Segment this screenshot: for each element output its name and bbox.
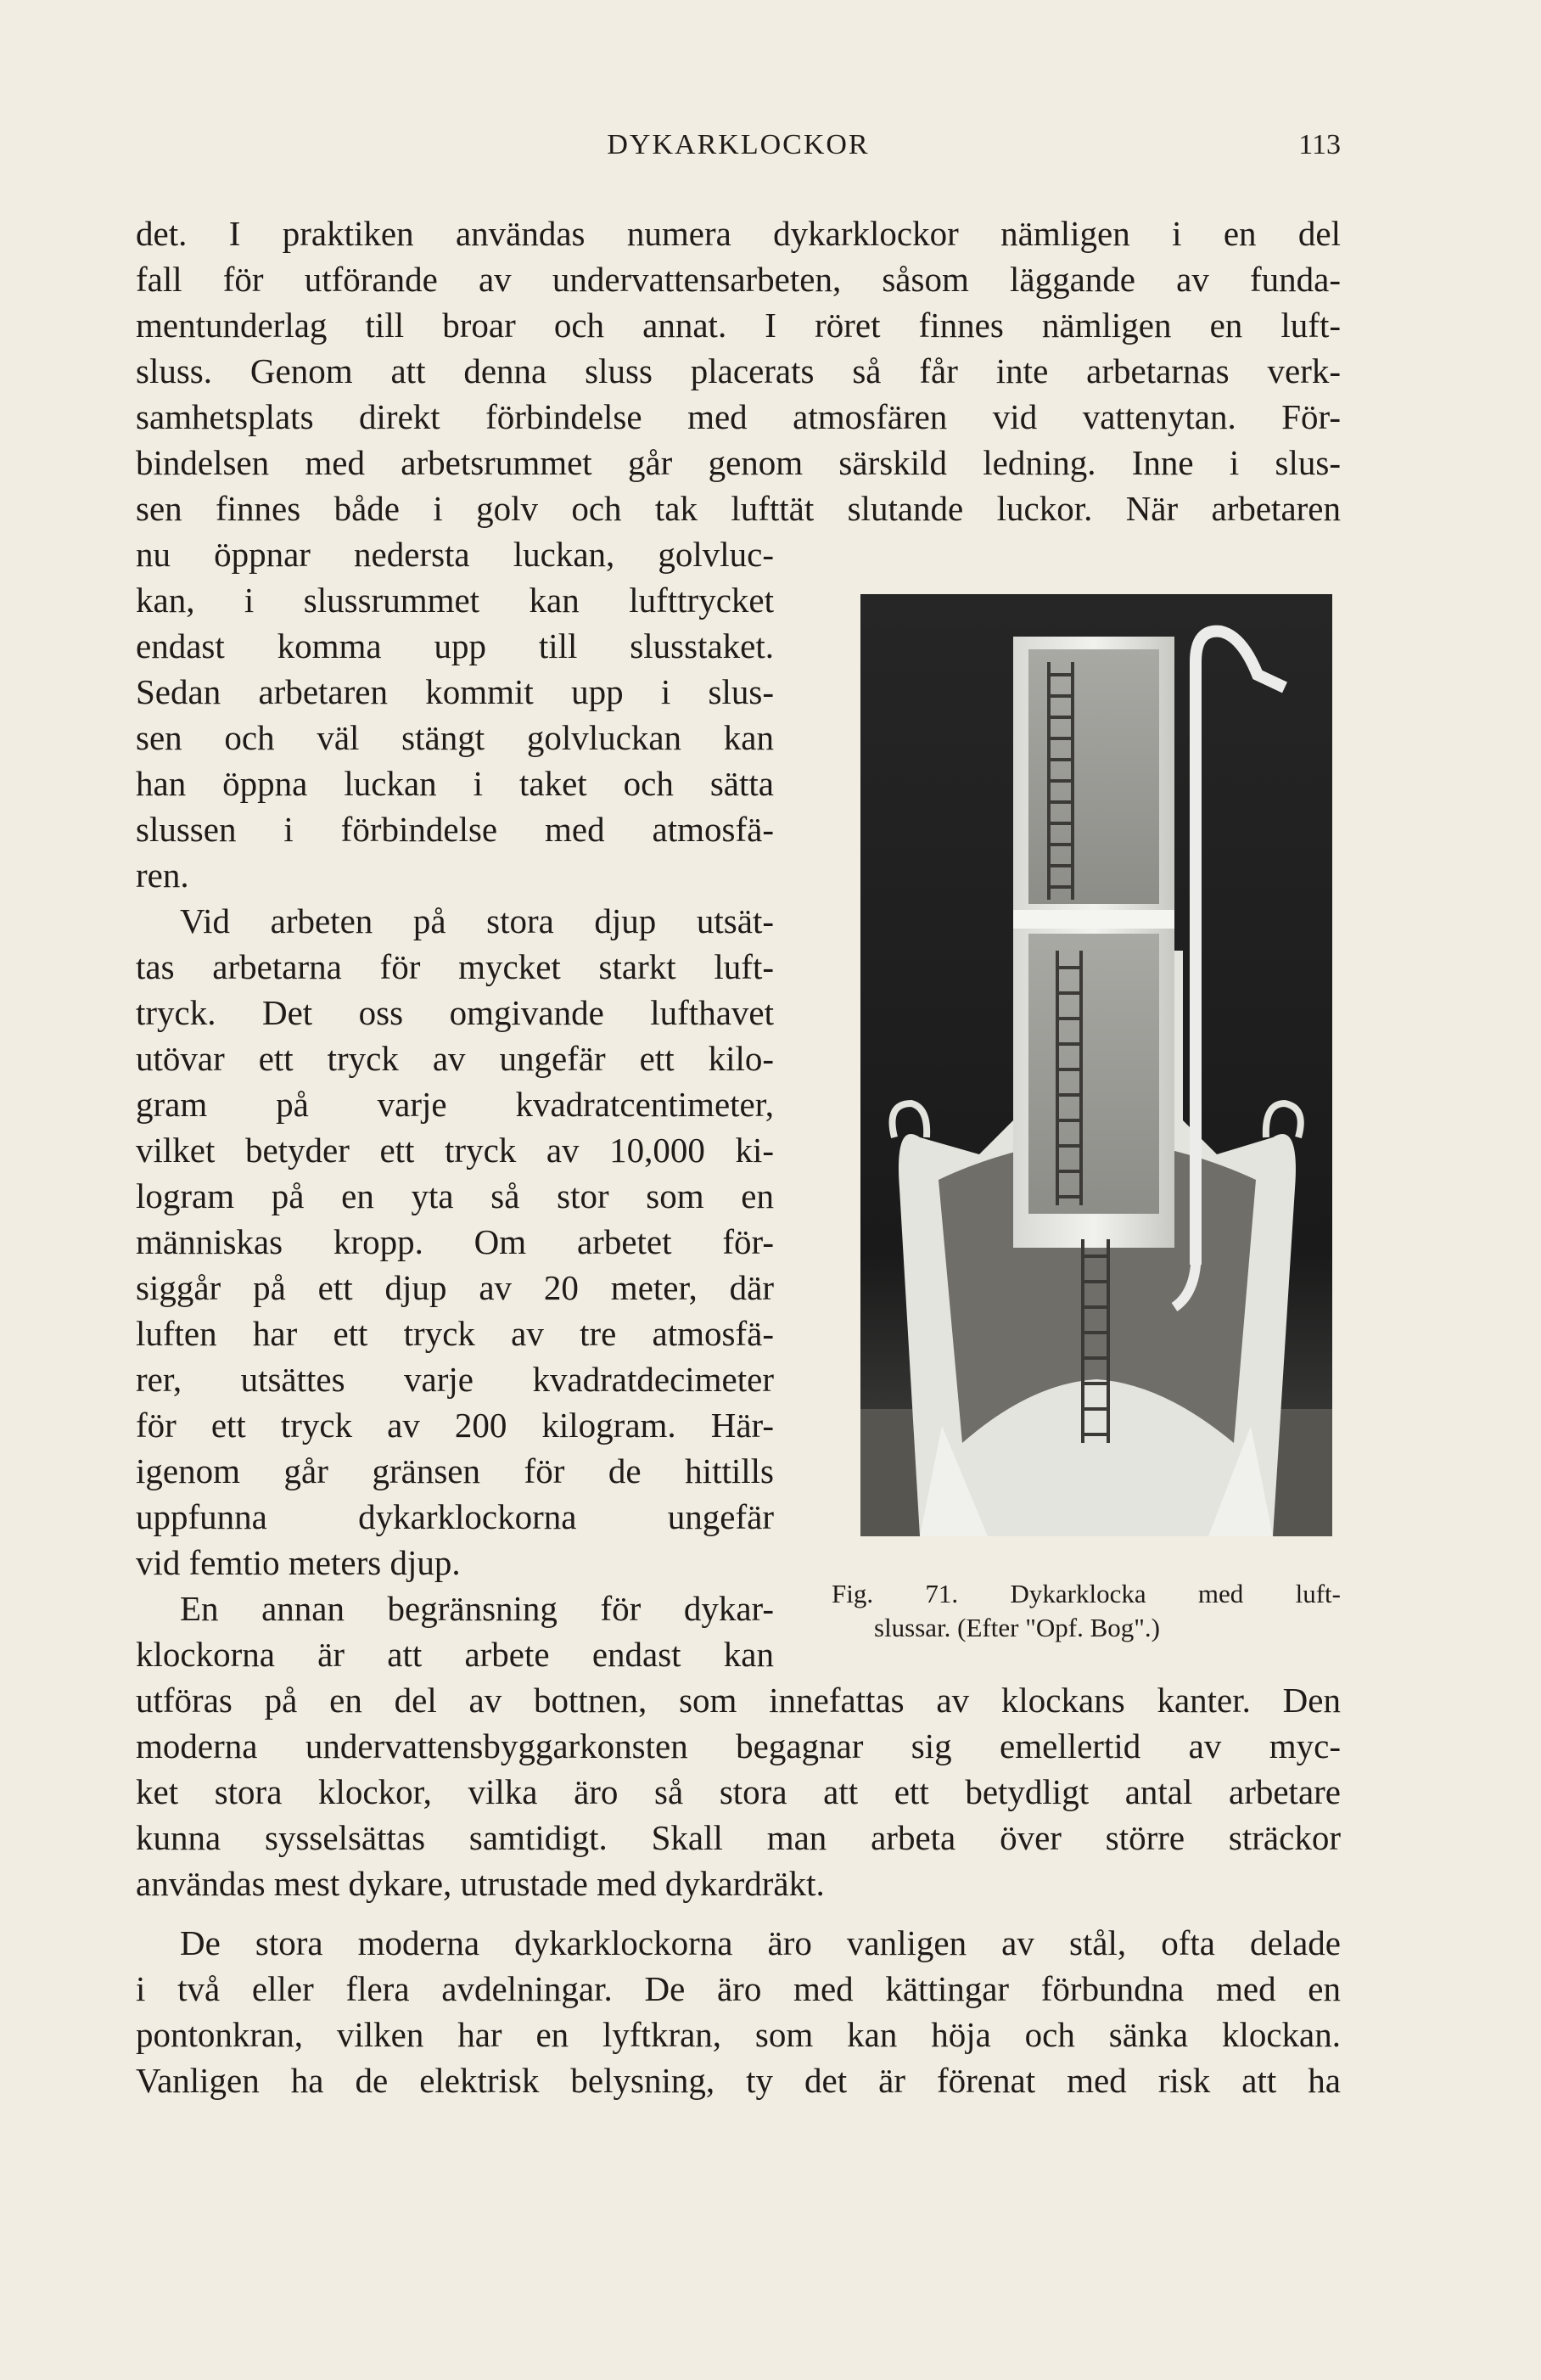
text-line: uppfunna dykarklockorna ungefär	[136, 1497, 774, 1536]
text-line: människas kropp. Om arbetet för-	[136, 1222, 774, 1261]
text-line: Vid arbeten på stora djup utsät-	[180, 901, 774, 940]
text-line: kunna sysselsättas samtidigt. Skall man arbeta över större sträckor	[136, 1818, 1341, 1857]
text-line: vilket betyder ett tryck av 10,000 ki-	[136, 1131, 774, 1170]
text-line: bindelsen med arbetsrummet går genom särskild ledning. Inne i slus-	[136, 443, 1341, 482]
text-line: siggår på ett djup av 20 meter, där	[136, 1268, 774, 1307]
text-line: rer, utsättes varje kvadratdecimeter	[136, 1360, 774, 1399]
text-line: tryck. Det oss omgivande lufthavet	[136, 993, 774, 1032]
text-line: Sedan arbetaren kommit upp i slus-	[136, 672, 774, 711]
text-line: igenom går gränsen för de hittills	[136, 1451, 774, 1490]
text-line: luften har ett tryck av tre atmosfä-	[136, 1314, 774, 1353]
text-line: klockorna är att arbete endast kan	[136, 1635, 774, 1674]
text-line: pontonkran, vilken har en lyftkran, som kan höja och sänka klockan.	[136, 2015, 1341, 2054]
diving-bell-photo	[860, 594, 1332, 1536]
page-number: 113	[1298, 129, 1341, 160]
text-line: endast komma upp till slusstaket.	[136, 626, 774, 665]
text-line: tas arbetarna för mycket starkt luft-	[136, 947, 774, 986]
text-line: det. I praktiken användas numera dykarklockor nämligen i en del	[136, 214, 1341, 253]
text-line: sen finnes både i golv och tak lufttät slutande luckor. När arbetaren	[136, 489, 1341, 528]
text-line: kan, i slussrummet kan lufttrycket	[136, 581, 774, 620]
text-line: mentunderlag till broar och annat. I röret finnes nämligen en luft-	[136, 306, 1341, 345]
text-line: vid femtio meters djup.	[136, 1543, 461, 1582]
text-line: utföras på en del av bottnen, som innefattas av klockans kanter. Den	[136, 1681, 1341, 1720]
text-line: moderna undervattensbyggarkonsten begagnar sig emellertid av myc-	[136, 1726, 1341, 1765]
text-line: samhetsplats direkt förbindelse med atmosfären vid vattenytan. För-	[136, 397, 1341, 436]
running-title: DYKARKLOCKOR	[607, 129, 870, 160]
figure-caption-line: slussar. (Efter "Opf. Bog".)	[874, 1613, 1160, 1642]
text-line: logram på en yta så stor som en	[136, 1176, 774, 1215]
text-line: ket stora klockor, vilka äro så stora att ett betydligt antal arbetare	[136, 1772, 1341, 1811]
text-line: gram på varje kvadratcentimeter,	[136, 1085, 774, 1124]
text-line: Vanligen ha de elektrisk belysning, ty det är förenat med risk att ha	[136, 2061, 1341, 2100]
text-line: utövar ett tryck av ungefär ett kilo-	[136, 1039, 774, 1078]
text-line: De stora moderna dykarklockorna äro vanligen av stål, ofta delade	[180, 1923, 1341, 1962]
text-line: sluss. Genom att denna sluss placerats så får inte arbetarnas verk-	[136, 351, 1341, 390]
text-line: i två eller flera avdelningar. De äro med kättingar förbundna med en	[136, 1969, 1341, 2008]
text-line: ren.	[136, 856, 189, 895]
text-line: användas mest dykare, utrustade med dykardräkt.	[136, 1864, 825, 1903]
figure-caption-line: Fig. 71. Dykarklocka med luft-	[832, 1579, 1341, 1608]
diving-bell-illustration	[860, 594, 1332, 1536]
text-line: sen och väl stängt golvluckan kan	[136, 718, 774, 757]
running-head	[136, 129, 1341, 166]
text-line: för ett tryck av 200 kilogram. Här-	[136, 1406, 774, 1445]
text-line: fall för utförande av undervattensarbeten, såsom läggande av funda-	[136, 260, 1341, 299]
text-line: nu öppnar nedersta luckan, golvluc-	[136, 535, 774, 574]
text-line: han öppna luckan i taket och sätta	[136, 764, 774, 803]
text-line: slussen i förbindelse med atmosfä-	[136, 810, 774, 849]
text-line: En annan begränsning för dykar-	[180, 1589, 774, 1628]
